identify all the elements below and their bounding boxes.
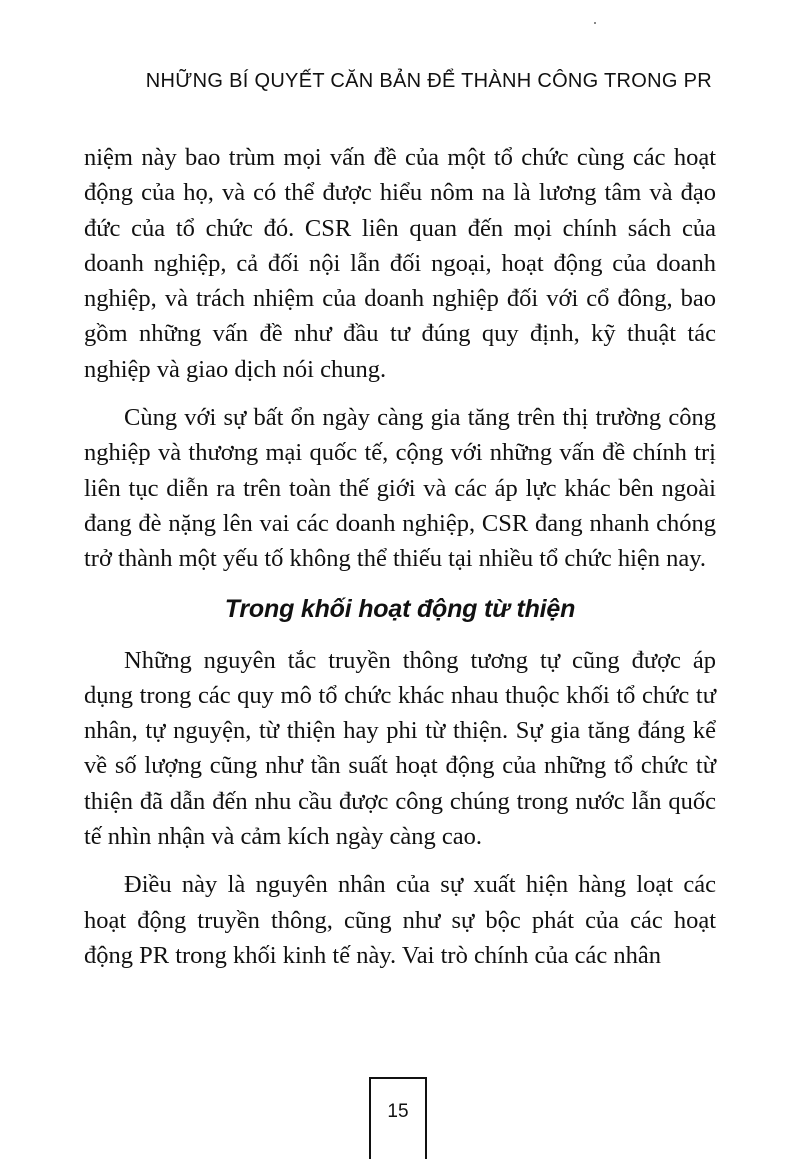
running-header: NHỮNG BÍ QUYẾT CĂN BẢN ĐỂ THÀNH CÔNG TRONG PR <box>145 70 712 92</box>
page-body <box>84 140 716 973</box>
print-mark <box>594 22 596 24</box>
paragraph: Những nguyên tắc truyền thông tương tự cũng được áp dụng trong các quy mô tổ chức khác nhau thuộc khối tổ chức tư nhân, tự nguyện, từ thiện hay phi từ thiện. Sự gia tăng đáng kể về số lượng cũng như tần suất hoạt động của những tổ chức từ thiện đã dẫn đến nhu cầu được công chúng trong nước lẫn quốc tế nhìn nhận và cảm kích ngày càng cao. <box>84 646 716 851</box>
page-number: 15 <box>387 1101 409 1122</box>
paragraph: Điều này là nguyên nhân của sự xuất hiện hàng loạt các hoạt động truyền thông, cũng như sự bộc phát của các hoạt động PR trong khối kinh tế này. Vai trò chính của các nhân <box>84 871 716 969</box>
paragraph-continued: niệm này bao trùm mọi vấn đề của một tổ chức cùng các hoạt động của họ, và có thể được hiểu nôm na là lương tâm và đạo đức của tổ chức đó. CSR liên quan đến mọi chính sách của doanh nghiệp, cả đối nội lẫn đối ngoại, hoạt động của doanh nghiệp, và trách nhiệm của doanh nghiệp đối với cổ đông, bao gồm những vấn đề như đầu tư đúng quy định, kỹ thuật tác nghiệp và giao dịch nói chung. <box>84 144 716 383</box>
section-heading: Trong khối hoạt động từ thiện <box>224 594 576 623</box>
paragraph: Cùng với sự bất ổn ngày càng gia tăng trên thị trường công nghiệp và thương mại quốc tế, cộng với những vấn đề chính trị liên tục diễn ra trên toàn thế giới và các áp lực khác bên ngoài đang đè nặng lên vai các doanh nghiệp, CSR đang nhanh chóng trở thành một yếu tố không thể thiếu tại nhiều tổ chức hiện nay. <box>84 404 716 573</box>
page-number-box <box>369 1077 427 1159</box>
